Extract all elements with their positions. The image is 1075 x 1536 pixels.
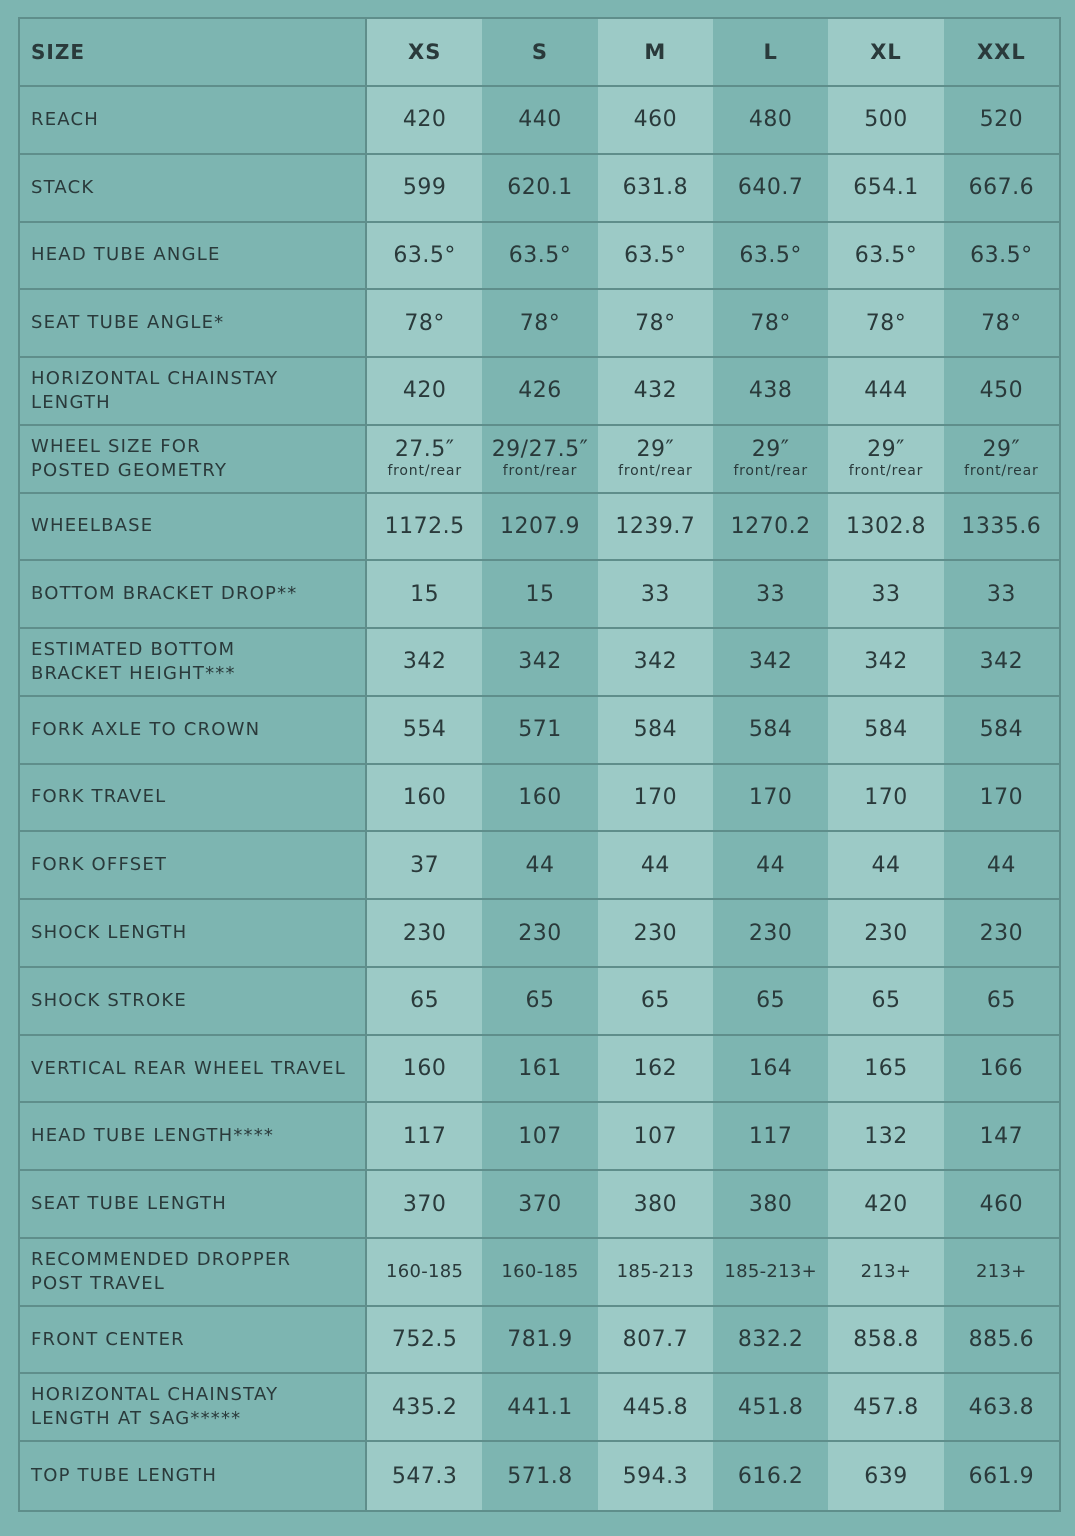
table-cell: 463.8 bbox=[944, 1374, 1059, 1442]
size-header-xs: XS bbox=[367, 19, 482, 87]
table-cell: 230 bbox=[367, 900, 482, 968]
table-cell: 44 bbox=[598, 832, 713, 900]
wheel-size-value: 29″ bbox=[636, 437, 675, 463]
table-cell: 554 bbox=[367, 697, 482, 765]
table-cell: 185-213+ bbox=[713, 1239, 828, 1307]
table-cell: 230 bbox=[713, 900, 828, 968]
wheel-position-note: front/rear bbox=[618, 463, 693, 480]
table-cell: 33 bbox=[944, 561, 1059, 629]
table-cell: 1335.6 bbox=[944, 494, 1059, 562]
table-cell: 631.8 bbox=[598, 155, 713, 223]
table-cell: 170 bbox=[713, 765, 828, 833]
table-cell: 170 bbox=[828, 765, 943, 833]
table-cell: 65 bbox=[713, 968, 828, 1036]
row-label: REACH bbox=[20, 87, 367, 155]
table-cell: 63.5° bbox=[828, 223, 943, 291]
table-cell: 584 bbox=[944, 697, 1059, 765]
table-cell: 1239.7 bbox=[598, 494, 713, 562]
table-cell: 441.1 bbox=[482, 1374, 597, 1442]
table-cell: 147 bbox=[944, 1103, 1059, 1171]
row-label: FORK OFFSET bbox=[20, 832, 367, 900]
table-cell: 63.5° bbox=[482, 223, 597, 291]
wheel-size-value: 29″ bbox=[982, 437, 1021, 463]
table-cell: 451.8 bbox=[713, 1374, 828, 1442]
table-cell: 460 bbox=[598, 87, 713, 155]
table-cell: 752.5 bbox=[367, 1307, 482, 1375]
size-header-m: M bbox=[598, 19, 713, 87]
table-cell: 640.7 bbox=[713, 155, 828, 223]
size-header-l: L bbox=[713, 19, 828, 87]
row-label: VERTICAL REAR WHEEL TRAVEL bbox=[20, 1036, 367, 1104]
row-label: STACK bbox=[20, 155, 367, 223]
table-cell: 450 bbox=[944, 358, 1059, 426]
wheel-position-note: front/rear bbox=[964, 463, 1039, 480]
table-cell: 380 bbox=[598, 1171, 713, 1239]
table-cell: 117 bbox=[367, 1103, 482, 1171]
table-cell: 160-185 bbox=[367, 1239, 482, 1307]
row-label: ESTIMATED BOTTOM BRACKET HEIGHT*** bbox=[20, 629, 367, 697]
table-cell bbox=[713, 426, 828, 494]
size-header-xxl: XXL bbox=[944, 19, 1059, 87]
table-cell: 1302.8 bbox=[828, 494, 943, 562]
table-cell: 460 bbox=[944, 1171, 1059, 1239]
table-cell: 432 bbox=[598, 358, 713, 426]
table-cell: 435.2 bbox=[367, 1374, 482, 1442]
table-cell: 161 bbox=[482, 1036, 597, 1104]
row-label: FORK TRAVEL bbox=[20, 765, 367, 833]
table-cell bbox=[828, 426, 943, 494]
table-cell: 117 bbox=[713, 1103, 828, 1171]
table-cell: 15 bbox=[367, 561, 482, 629]
row-label: SEAT TUBE ANGLE* bbox=[20, 290, 367, 358]
row-label: HEAD TUBE ANGLE bbox=[20, 223, 367, 291]
table-cell: 37 bbox=[367, 832, 482, 900]
row-label: HORIZONTAL CHAINSTAY LENGTH AT SAG***** bbox=[20, 1374, 367, 1442]
table-cell: 342 bbox=[367, 629, 482, 697]
table-cell: 78° bbox=[598, 290, 713, 358]
table-cell bbox=[367, 426, 482, 494]
table-cell: 781.9 bbox=[482, 1307, 597, 1375]
table-cell: 170 bbox=[944, 765, 1059, 833]
table-cell: 342 bbox=[598, 629, 713, 697]
table-cell: 166 bbox=[944, 1036, 1059, 1104]
table-cell: 342 bbox=[713, 629, 828, 697]
table-cell: 420 bbox=[367, 358, 482, 426]
table-cell: 107 bbox=[482, 1103, 597, 1171]
table-cell: 807.7 bbox=[598, 1307, 713, 1375]
table-cell: 832.2 bbox=[713, 1307, 828, 1375]
row-label: FORK AXLE TO CROWN bbox=[20, 697, 367, 765]
table-cell: 185-213 bbox=[598, 1239, 713, 1307]
row-label: WHEELBASE bbox=[20, 494, 367, 562]
table-cell: 78° bbox=[828, 290, 943, 358]
table-cell: 380 bbox=[713, 1171, 828, 1239]
table-cell: 213+ bbox=[828, 1239, 943, 1307]
table-cell: 370 bbox=[367, 1171, 482, 1239]
table-cell: 584 bbox=[713, 697, 828, 765]
table-cell: 599 bbox=[367, 155, 482, 223]
wheel-position-note: front/rear bbox=[502, 463, 578, 480]
table-cell: 639 bbox=[828, 1442, 943, 1510]
table-cell: 420 bbox=[367, 87, 482, 155]
table-cell: 420 bbox=[828, 1171, 943, 1239]
table-cell: 63.5° bbox=[367, 223, 482, 291]
table-cell: 230 bbox=[828, 900, 943, 968]
table-cell: 584 bbox=[598, 697, 713, 765]
table-cell: 65 bbox=[828, 968, 943, 1036]
table-cell: 33 bbox=[713, 561, 828, 629]
row-label: SHOCK STROKE bbox=[20, 968, 367, 1036]
table-cell: 438 bbox=[713, 358, 828, 426]
wheel-position-note: front/rear bbox=[387, 463, 462, 480]
table-cell: 65 bbox=[944, 968, 1059, 1036]
row-label: SHOCK LENGTH bbox=[20, 900, 367, 968]
table-cell: 44 bbox=[944, 832, 1059, 900]
table-cell: 661.9 bbox=[944, 1442, 1059, 1510]
row-label: SEAT TUBE LENGTH bbox=[20, 1171, 367, 1239]
wheel-position-note: front/rear bbox=[733, 463, 808, 480]
table-cell: 444 bbox=[828, 358, 943, 426]
table-cell: 78° bbox=[713, 290, 828, 358]
table-cell: 440 bbox=[482, 87, 597, 155]
table-cell: 1270.2 bbox=[713, 494, 828, 562]
table-cell: 571 bbox=[482, 697, 597, 765]
table-cell: 65 bbox=[598, 968, 713, 1036]
table-cell bbox=[482, 426, 597, 494]
table-cell: 616.2 bbox=[713, 1442, 828, 1510]
table-cell: 342 bbox=[828, 629, 943, 697]
table-cell: 170 bbox=[598, 765, 713, 833]
table-cell: 230 bbox=[482, 900, 597, 968]
row-label: RECOMMENDED DROPPER POST TRAVEL bbox=[20, 1239, 367, 1307]
table-cell: 44 bbox=[482, 832, 597, 900]
table-cell: 63.5° bbox=[713, 223, 828, 291]
table-cell: 78° bbox=[944, 290, 1059, 358]
size-header-s: S bbox=[482, 19, 597, 87]
table-cell: 445.8 bbox=[598, 1374, 713, 1442]
table-cell: 44 bbox=[828, 832, 943, 900]
table-cell: 547.3 bbox=[367, 1442, 482, 1510]
table-cell: 500 bbox=[828, 87, 943, 155]
table-cell: 1207.9 bbox=[482, 494, 597, 562]
table-cell: 160 bbox=[367, 765, 482, 833]
table-cell: 33 bbox=[598, 561, 713, 629]
table-cell: 65 bbox=[482, 968, 597, 1036]
table-cell: 164 bbox=[713, 1036, 828, 1104]
table-cell: 162 bbox=[598, 1036, 713, 1104]
table-cell bbox=[944, 426, 1059, 494]
table-cell: 230 bbox=[598, 900, 713, 968]
row-label: TOP TUBE LENGTH bbox=[20, 1442, 367, 1510]
table-cell: 584 bbox=[828, 697, 943, 765]
size-header-xl: XL bbox=[828, 19, 943, 87]
geometry-table bbox=[18, 17, 1061, 1512]
table-cell: 160-185 bbox=[482, 1239, 597, 1307]
row-label: FRONT CENTER bbox=[20, 1307, 367, 1375]
table-cell: 160 bbox=[367, 1036, 482, 1104]
table-cell: 342 bbox=[944, 629, 1059, 697]
table-cell: 426 bbox=[482, 358, 597, 426]
table-cell: 480 bbox=[713, 87, 828, 155]
table-cell: 230 bbox=[944, 900, 1059, 968]
table-cell: 15 bbox=[482, 561, 597, 629]
table-cell: 160 bbox=[482, 765, 597, 833]
row-label: WHEEL SIZE FOR POSTED GEOMETRY bbox=[20, 426, 367, 494]
wheel-position-note: front/rear bbox=[848, 463, 924, 480]
table-cell: 65 bbox=[367, 968, 482, 1036]
row-label: BOTTOM BRACKET DROP** bbox=[20, 561, 367, 629]
table-cell: 571.8 bbox=[482, 1442, 597, 1510]
table-cell: 1172.5 bbox=[367, 494, 482, 562]
table-cell: 213+ bbox=[944, 1239, 1059, 1307]
table-cell: 654.1 bbox=[828, 155, 943, 223]
row-label: HORIZONTAL CHAINSTAY LENGTH bbox=[20, 358, 367, 426]
size-header-label: SIZE bbox=[20, 19, 367, 87]
table-cell: 620.1 bbox=[482, 155, 597, 223]
table-cell: 78° bbox=[482, 290, 597, 358]
table-cell: 667.6 bbox=[944, 155, 1059, 223]
table-cell: 33 bbox=[828, 561, 943, 629]
wheel-size-value: 29/27.5″ bbox=[491, 437, 589, 463]
table-cell: 370 bbox=[482, 1171, 597, 1239]
table-cell: 44 bbox=[713, 832, 828, 900]
wheel-size-value: 29″ bbox=[751, 437, 790, 463]
table-cell: 594.3 bbox=[598, 1442, 713, 1510]
wheel-size-value: 27.5″ bbox=[394, 437, 455, 463]
row-label: HEAD TUBE LENGTH**** bbox=[20, 1103, 367, 1171]
table-cell: 63.5° bbox=[944, 223, 1059, 291]
wheel-size-value: 29″ bbox=[867, 437, 905, 463]
table-cell: 520 bbox=[944, 87, 1059, 155]
table-cell: 165 bbox=[828, 1036, 943, 1104]
table-cell: 78° bbox=[367, 290, 482, 358]
table-cell: 885.6 bbox=[944, 1307, 1059, 1375]
table-cell: 107 bbox=[598, 1103, 713, 1171]
table-cell: 63.5° bbox=[598, 223, 713, 291]
table-cell: 858.8 bbox=[828, 1307, 943, 1375]
table-cell bbox=[598, 426, 713, 494]
table-cell: 132 bbox=[828, 1103, 943, 1171]
table-cell: 342 bbox=[482, 629, 597, 697]
table-cell: 457.8 bbox=[828, 1374, 943, 1442]
